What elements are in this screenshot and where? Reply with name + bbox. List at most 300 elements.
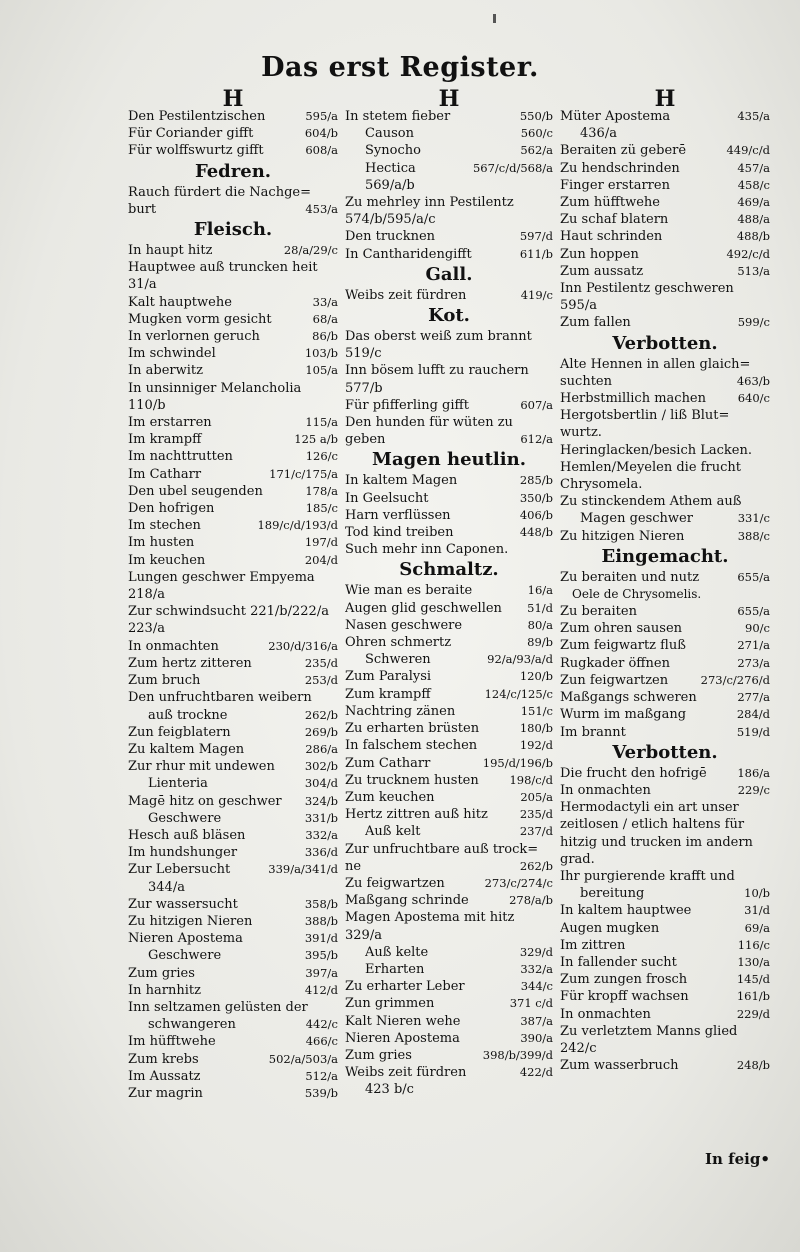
register-entry [560, 528, 770, 545]
register-entry [345, 617, 553, 634]
register-entry [128, 311, 338, 328]
entry-reference: 197/d [304, 535, 338, 550]
entry-text: Das oberst weiß zum brannt 519/c [345, 329, 532, 362]
register-entry [128, 810, 338, 827]
entry-reference: 324/b [304, 793, 338, 808]
register-entry [128, 965, 338, 982]
register-entry [345, 841, 553, 875]
register-entry [345, 1081, 553, 1098]
register-entry [560, 194, 770, 211]
entry-text: Hemlen/Meyelen die frucht Chrysomela. [560, 459, 741, 493]
entry-text: Harn verflüssen [345, 507, 451, 523]
entry-text: schwangeren [148, 1017, 236, 1033]
entry-reference: 237/d [519, 824, 553, 839]
entry-text: Zum feigwartz fluß [560, 638, 686, 654]
entry-text: Zum Catharr [345, 755, 431, 771]
register-entry [560, 920, 770, 937]
register-entry [560, 280, 770, 314]
entry-text: Kalt Nieren wehe [345, 1013, 461, 1029]
entry-reference: 285/b [519, 473, 553, 488]
entry-text: Zu mehrley inn Pestilentz 574/b/595/a/c [345, 195, 514, 228]
entry-text: Maßgang schrinde [345, 893, 469, 909]
entry-reference: 469/a [737, 195, 770, 210]
entry-text: Im nachttrutten [128, 449, 233, 465]
section-heading: Eingemacht. [601, 545, 729, 567]
entry-text: In aberwitz [128, 363, 203, 379]
entry-reference: 329/d [519, 944, 553, 959]
entry-text: Tod kind treiben [345, 525, 454, 541]
entry-reference: 28/a/29/c [283, 243, 338, 258]
section-heading: Kot. [428, 305, 470, 327]
register-entry [345, 909, 553, 943]
entry-reference: 344/c [520, 979, 553, 994]
entry-text: Nieren Apostema [345, 1030, 460, 1046]
register-entry [560, 177, 770, 194]
entry-text: Müter Apostema [560, 109, 671, 124]
entry-reference: 550/b [519, 109, 553, 123]
entry-reference: 513/a [737, 263, 770, 278]
entry-text: Zu hitzigen Nieren [128, 913, 253, 929]
entry-reference: 33/a [312, 294, 338, 309]
entry-reference: 607/a [520, 397, 553, 412]
register-entry [560, 672, 770, 689]
entry-text: Maßgangs schweren [560, 690, 697, 706]
register-entry [345, 737, 553, 754]
entry-reference: 422/d [519, 1065, 553, 1080]
register-entry [128, 707, 338, 724]
entry-text: Zun feigblatern [128, 724, 231, 740]
entry-text: Zu stinckendem Athem auß [560, 494, 742, 510]
register-entry [345, 541, 553, 558]
register-entry [128, 724, 338, 741]
entry-text: In unsinniger Melancholia 110/b [128, 380, 302, 413]
entry-text: Ihr purgierende krafft und [560, 868, 735, 884]
entry-reference: 512/a [305, 1068, 338, 1083]
entry-text: Auß kelt [365, 824, 421, 840]
entry-text: Nasen geschwere [345, 617, 463, 633]
entry-reference: 397/a [305, 965, 338, 980]
register-entry [345, 414, 553, 448]
entry-reference: 567/c/d/568/a [472, 160, 553, 175]
register-entry [128, 380, 338, 414]
entry-text: Nachtring zänen [345, 703, 456, 719]
entry-reference: 262/b [519, 858, 553, 873]
entry-text: Im stechen [128, 518, 201, 534]
entry-reference: 31/d [744, 903, 770, 918]
entry-text: In onmachten [560, 1006, 651, 1022]
entry-reference: 90/c [745, 621, 770, 636]
entry-reference: 130/a [737, 954, 770, 969]
register-entry [128, 345, 338, 362]
register-entry [128, 517, 338, 534]
entry-reference: 595/a [305, 109, 338, 123]
register-entry [128, 1068, 338, 1085]
entry-text: Weibs zeit fürdren [345, 287, 467, 303]
entry-reference: 388/b [304, 913, 338, 928]
entry-text: 569/a/b [365, 177, 415, 193]
entry-reference: 204/d [304, 552, 338, 567]
entry-text: Den hunden für wüten zu geben [345, 415, 513, 448]
entry-reference: 453/a [305, 201, 338, 216]
entry-text: Für kropff wachsen [560, 989, 689, 1005]
entry-text: Im schwindel [128, 346, 216, 362]
entry-reference: 611/b [519, 246, 553, 261]
entry-reference: 273/c/276/d [700, 672, 770, 687]
register-entry [560, 868, 770, 885]
register-entry [560, 493, 770, 510]
entry-reference: 608/a [305, 143, 338, 158]
entry-text: Kalt hauptwehe [128, 294, 232, 310]
entry-text: Zu feigwartzen [345, 875, 445, 891]
entry-reference: 68/a [312, 311, 338, 326]
entry-reference: 195/d/196/b [482, 755, 553, 770]
section-heading: Gall. [425, 263, 473, 285]
entry-reference: 284/d [736, 707, 770, 722]
entry-text: Alte Hennen in allen glaich= suchten [560, 356, 751, 389]
entry-reference: 492/c/d [726, 246, 770, 261]
entry-text: Lungen geschwer Empyema 218/a [128, 569, 315, 603]
entry-text: Nieren Apostema [128, 931, 243, 947]
register-entry [128, 982, 338, 999]
entry-text: Augen mugken [560, 920, 660, 936]
entry-reference: 612/a [520, 432, 553, 447]
register-entry [345, 1064, 553, 1081]
register-entry [128, 569, 338, 603]
entry-text: 344/a [148, 879, 185, 895]
register-entry [345, 686, 553, 703]
entry-reference: 560/c [520, 126, 553, 141]
entry-reference: 655/a [737, 569, 770, 584]
entry-text: In Geelsucht [345, 490, 429, 506]
register-entry [560, 211, 770, 228]
register-entry [128, 1085, 338, 1102]
entry-text: Im Catharr [128, 466, 202, 482]
register-entry [560, 390, 770, 407]
entry-text: In onmachten [128, 638, 219, 654]
register-entry [560, 314, 770, 331]
register-entry [128, 534, 338, 551]
entry-text: Den ubel seugenden [128, 483, 263, 499]
entry-text: In kaltem hauptwee [560, 903, 692, 919]
entry-text: Hergotsbertlin / liß Blut= wurtz. [560, 408, 730, 441]
register-entry [560, 637, 770, 654]
entry-reference: 192/d [519, 738, 553, 753]
entry-reference: 278/a/b [509, 893, 553, 908]
entry-reference: 51/d [527, 600, 553, 615]
entry-reference: 205/a [520, 789, 553, 804]
entry-reference: 186/a [737, 765, 770, 780]
register-entry [345, 108, 553, 125]
register-entry [128, 930, 338, 947]
register-entry [128, 466, 338, 483]
entry-text: Für pfifferling gifft [345, 397, 469, 413]
register-entry [560, 954, 770, 971]
register-entry [345, 1047, 553, 1064]
register-entry [560, 356, 770, 390]
entry-reference: 273/a [737, 655, 770, 670]
entry-reference: 390/a [520, 1030, 553, 1045]
entry-reference: 125 a/b [294, 432, 338, 447]
register-entry [345, 507, 553, 524]
entry-reference: 466/c [305, 1034, 338, 1049]
entry-reference: 599/c [737, 315, 770, 330]
register-entry [128, 483, 338, 500]
register-entry [560, 125, 770, 142]
entry-text: In haupt hitz [128, 243, 213, 259]
entry-text: 423 b/c [365, 1082, 414, 1098]
entry-text: Den Pestilentzischen [128, 109, 266, 124]
register-entry [128, 184, 338, 218]
register-entry [128, 448, 338, 465]
entry-reference: 519/d [736, 724, 770, 739]
entry-reference: 253/d [304, 673, 338, 688]
page-mark [493, 14, 496, 23]
register-entry [345, 142, 553, 159]
entry-reference: 388/c [737, 528, 770, 543]
entry-reference: 116/c [737, 937, 770, 952]
entry-text: Zur magrin [128, 1085, 203, 1101]
register-entry [128, 362, 338, 379]
register-entry [345, 524, 553, 541]
entry-reference: 449/c/d [726, 143, 770, 158]
register-entry [345, 651, 553, 668]
register-entry [560, 937, 770, 954]
entry-reference: 406/b [519, 507, 553, 522]
register-entry [128, 1051, 338, 1068]
register-column-middle [345, 86, 553, 1099]
entry-reference: 120/b [519, 669, 553, 684]
register-entry [128, 552, 338, 569]
entry-text: Im Aussatz [128, 1068, 201, 1084]
entry-reference: 69/a [744, 920, 770, 935]
register-entry [345, 634, 553, 651]
entry-text: Zu kaltem Magen [128, 741, 245, 757]
entry-reference: 332/a [520, 961, 553, 976]
section-heading: Fedren. [194, 160, 272, 182]
entry-text: Zu beraiten und nutz [560, 569, 700, 585]
letter-header: H [654, 86, 676, 112]
entry-text: Hauptwee auß truncken heit 31/a [128, 260, 318, 293]
register-entry [128, 861, 338, 878]
entry-reference: 269/b [304, 724, 338, 739]
register-entry [560, 228, 770, 245]
register-entry [345, 978, 553, 995]
register-entry [128, 896, 338, 913]
entry-text: In fallender sucht [560, 954, 677, 970]
register-entry [345, 160, 553, 177]
entry-text: Hertz zittren auß hitz [345, 807, 488, 823]
entry-text: Im keuchen [128, 552, 206, 568]
entry-text: Zum wasserbruch [560, 1058, 679, 1074]
entry-reference: 302/b [304, 759, 338, 774]
entry-text: Im hüfftwehe [128, 1034, 216, 1050]
entry-reference: 442/c [305, 1017, 338, 1032]
entry-reference: 151/c [520, 703, 553, 718]
entry-text: Geschwere [148, 948, 222, 964]
entry-text: Zu schaf blatern [560, 212, 669, 228]
entry-text: Zu hendschrinden [560, 160, 680, 176]
entry-reference: 271/a [737, 638, 770, 653]
entry-text: Heringlacken/besich Lacken. [560, 442, 752, 458]
entry-text: Für wolffswurtz gifft [128, 143, 264, 159]
register-entry [128, 741, 338, 758]
register-entry [345, 668, 553, 685]
entry-text: Zum ohren sausen [560, 621, 683, 637]
register-entry [560, 246, 770, 263]
section-heading: Schmaltz. [399, 559, 499, 581]
register-entry [128, 125, 338, 142]
entry-text: Zum aussatz [560, 263, 644, 279]
register-entry [345, 995, 553, 1012]
register-entry [128, 242, 338, 259]
entry-text: Magē hitz on geschwer [128, 793, 282, 809]
entry-reference: 412/d [304, 982, 338, 997]
entry-reference: 502/a/503/a [268, 1051, 338, 1066]
entry-text: Schweren [365, 652, 431, 668]
register-entry [345, 944, 553, 961]
entry-text: Zu erharter Leber [345, 979, 465, 995]
entry-text: Zun hoppen [560, 246, 639, 262]
entry-reference: 248/b [736, 1058, 770, 1073]
register-entry [128, 259, 338, 293]
register-entry [128, 414, 338, 431]
entry-reference: 358/b [304, 896, 338, 911]
entry-reference: 185/c [305, 501, 338, 516]
entry-reference: 339/a/341/d [268, 862, 338, 877]
entry-text: Erharten [365, 961, 425, 977]
entry-reference: 115/a [305, 415, 338, 430]
entry-reference: 350/b [519, 490, 553, 505]
entry-text: Zun feigwartzen [560, 672, 669, 688]
entry-text: Inn bösem lufft zu rauchern 577/b [345, 363, 529, 396]
entry-reference: 198/c/d [509, 772, 553, 787]
register-entry [345, 194, 553, 228]
register-entry [345, 177, 553, 194]
entry-text: Hermodactyli ein art unser zeitlosen / etlich haltens für hitzig und trucken im andern grad. [560, 800, 753, 867]
entry-text: Zum fallen [560, 315, 631, 331]
entry-text: Wurm im maßgang [560, 707, 687, 723]
entry-text: Zum gries [345, 1047, 412, 1063]
register-entry [560, 510, 770, 527]
register-entry [345, 125, 553, 142]
register-entry [345, 789, 553, 806]
entry-reference: 488/b [736, 229, 770, 244]
entry-reference: 235/d [519, 807, 553, 822]
section-heading: Verbotten. [612, 332, 718, 354]
entry-text: Zum krampff [345, 686, 431, 702]
register-entry [128, 500, 338, 517]
register-entry [560, 724, 770, 741]
entry-text: Haut schrinden [560, 229, 663, 245]
register-column-left [128, 86, 338, 1102]
register-entry [128, 827, 338, 844]
register-entry [560, 689, 770, 706]
entry-reference: 336/d [304, 845, 338, 860]
entry-reference: 395/b [304, 948, 338, 963]
entry-reference: 419/c [520, 287, 553, 302]
register-entry [128, 1033, 338, 1050]
entry-text: In onmachten [560, 782, 651, 798]
register-entry [345, 490, 553, 507]
entry-text: Zum Paralysi [345, 669, 432, 685]
register-entry [345, 772, 553, 789]
register-entry [560, 1057, 770, 1074]
entry-text: bereitung [580, 886, 645, 902]
entry-reference: 655/a [737, 604, 770, 619]
register-entry [560, 971, 770, 988]
register-entry [345, 582, 553, 599]
register-entry [560, 263, 770, 280]
register-entry [560, 620, 770, 637]
entry-text: Mugken vorm gesicht [128, 311, 272, 327]
register-entry [560, 988, 770, 1005]
register-entry [345, 287, 553, 304]
register-entry [345, 1030, 553, 1047]
page-title: Das erst Register. [261, 52, 539, 83]
register-entry [560, 706, 770, 723]
entry-reference: 262/b [304, 707, 338, 722]
register-entry [345, 755, 553, 772]
register-entry [560, 569, 770, 586]
entry-reference: 463/b [736, 373, 770, 388]
letter-header: H [222, 86, 244, 112]
entry-reference: 171/c/175/a [269, 466, 338, 481]
entry-reference: 235/d [304, 655, 338, 670]
entry-reference: 488/a [737, 212, 770, 227]
entry-text: Im erstarren [128, 415, 212, 431]
register-entry [128, 844, 338, 861]
entry-text: Im hundshunger [128, 845, 238, 861]
entry-text: Zur schwindsucht 221/b/222/a 223/a [128, 604, 329, 637]
register-entry [560, 782, 770, 799]
register-entry [560, 1006, 770, 1023]
register-note: Oele de Chrysomelis. [572, 587, 702, 602]
entry-text: 436/a [580, 126, 617, 142]
entry-reference: 597/d [519, 229, 553, 244]
entry-reference: 448/b [519, 525, 553, 540]
register-entry [560, 655, 770, 672]
entry-text: In Cantharidengifft [345, 246, 472, 262]
entry-reference: 332/a [305, 827, 338, 842]
entry-reference: 286/a [305, 741, 338, 756]
entry-text: Magen geschwer [580, 511, 693, 527]
entry-text: Zu beraiten [560, 604, 637, 620]
entry-text: Den unfruchtbaren weibern [128, 690, 312, 706]
entry-text: In stetem fieber [345, 109, 451, 124]
entry-reference: 277/a [737, 690, 770, 705]
register-entry [128, 672, 338, 689]
register-entry [560, 902, 770, 919]
entry-text: Zum gries [128, 965, 195, 981]
entry-reference: 562/a [520, 143, 553, 158]
entry-text: Augen glid geschwellen [345, 600, 502, 616]
entry-text: Rauch fürdert die Nachge= burt [128, 184, 311, 217]
register-entry [345, 823, 553, 840]
register-entry [345, 875, 553, 892]
register-entry [560, 407, 770, 441]
entry-text: auß trockne [148, 707, 228, 723]
register-entry [128, 108, 338, 125]
register-entry [560, 603, 770, 620]
register-entry [560, 885, 770, 902]
entry-text: In falschem stechen [345, 738, 478, 754]
entry-text: Lienteria [148, 776, 208, 792]
entry-reference: 105/a [305, 363, 338, 378]
letter-header: H [438, 86, 460, 112]
entry-text: Zum zungen frosch [560, 972, 688, 988]
entry-reference: 435/a [737, 109, 770, 123]
entry-text: Zur wassersucht [128, 896, 238, 912]
